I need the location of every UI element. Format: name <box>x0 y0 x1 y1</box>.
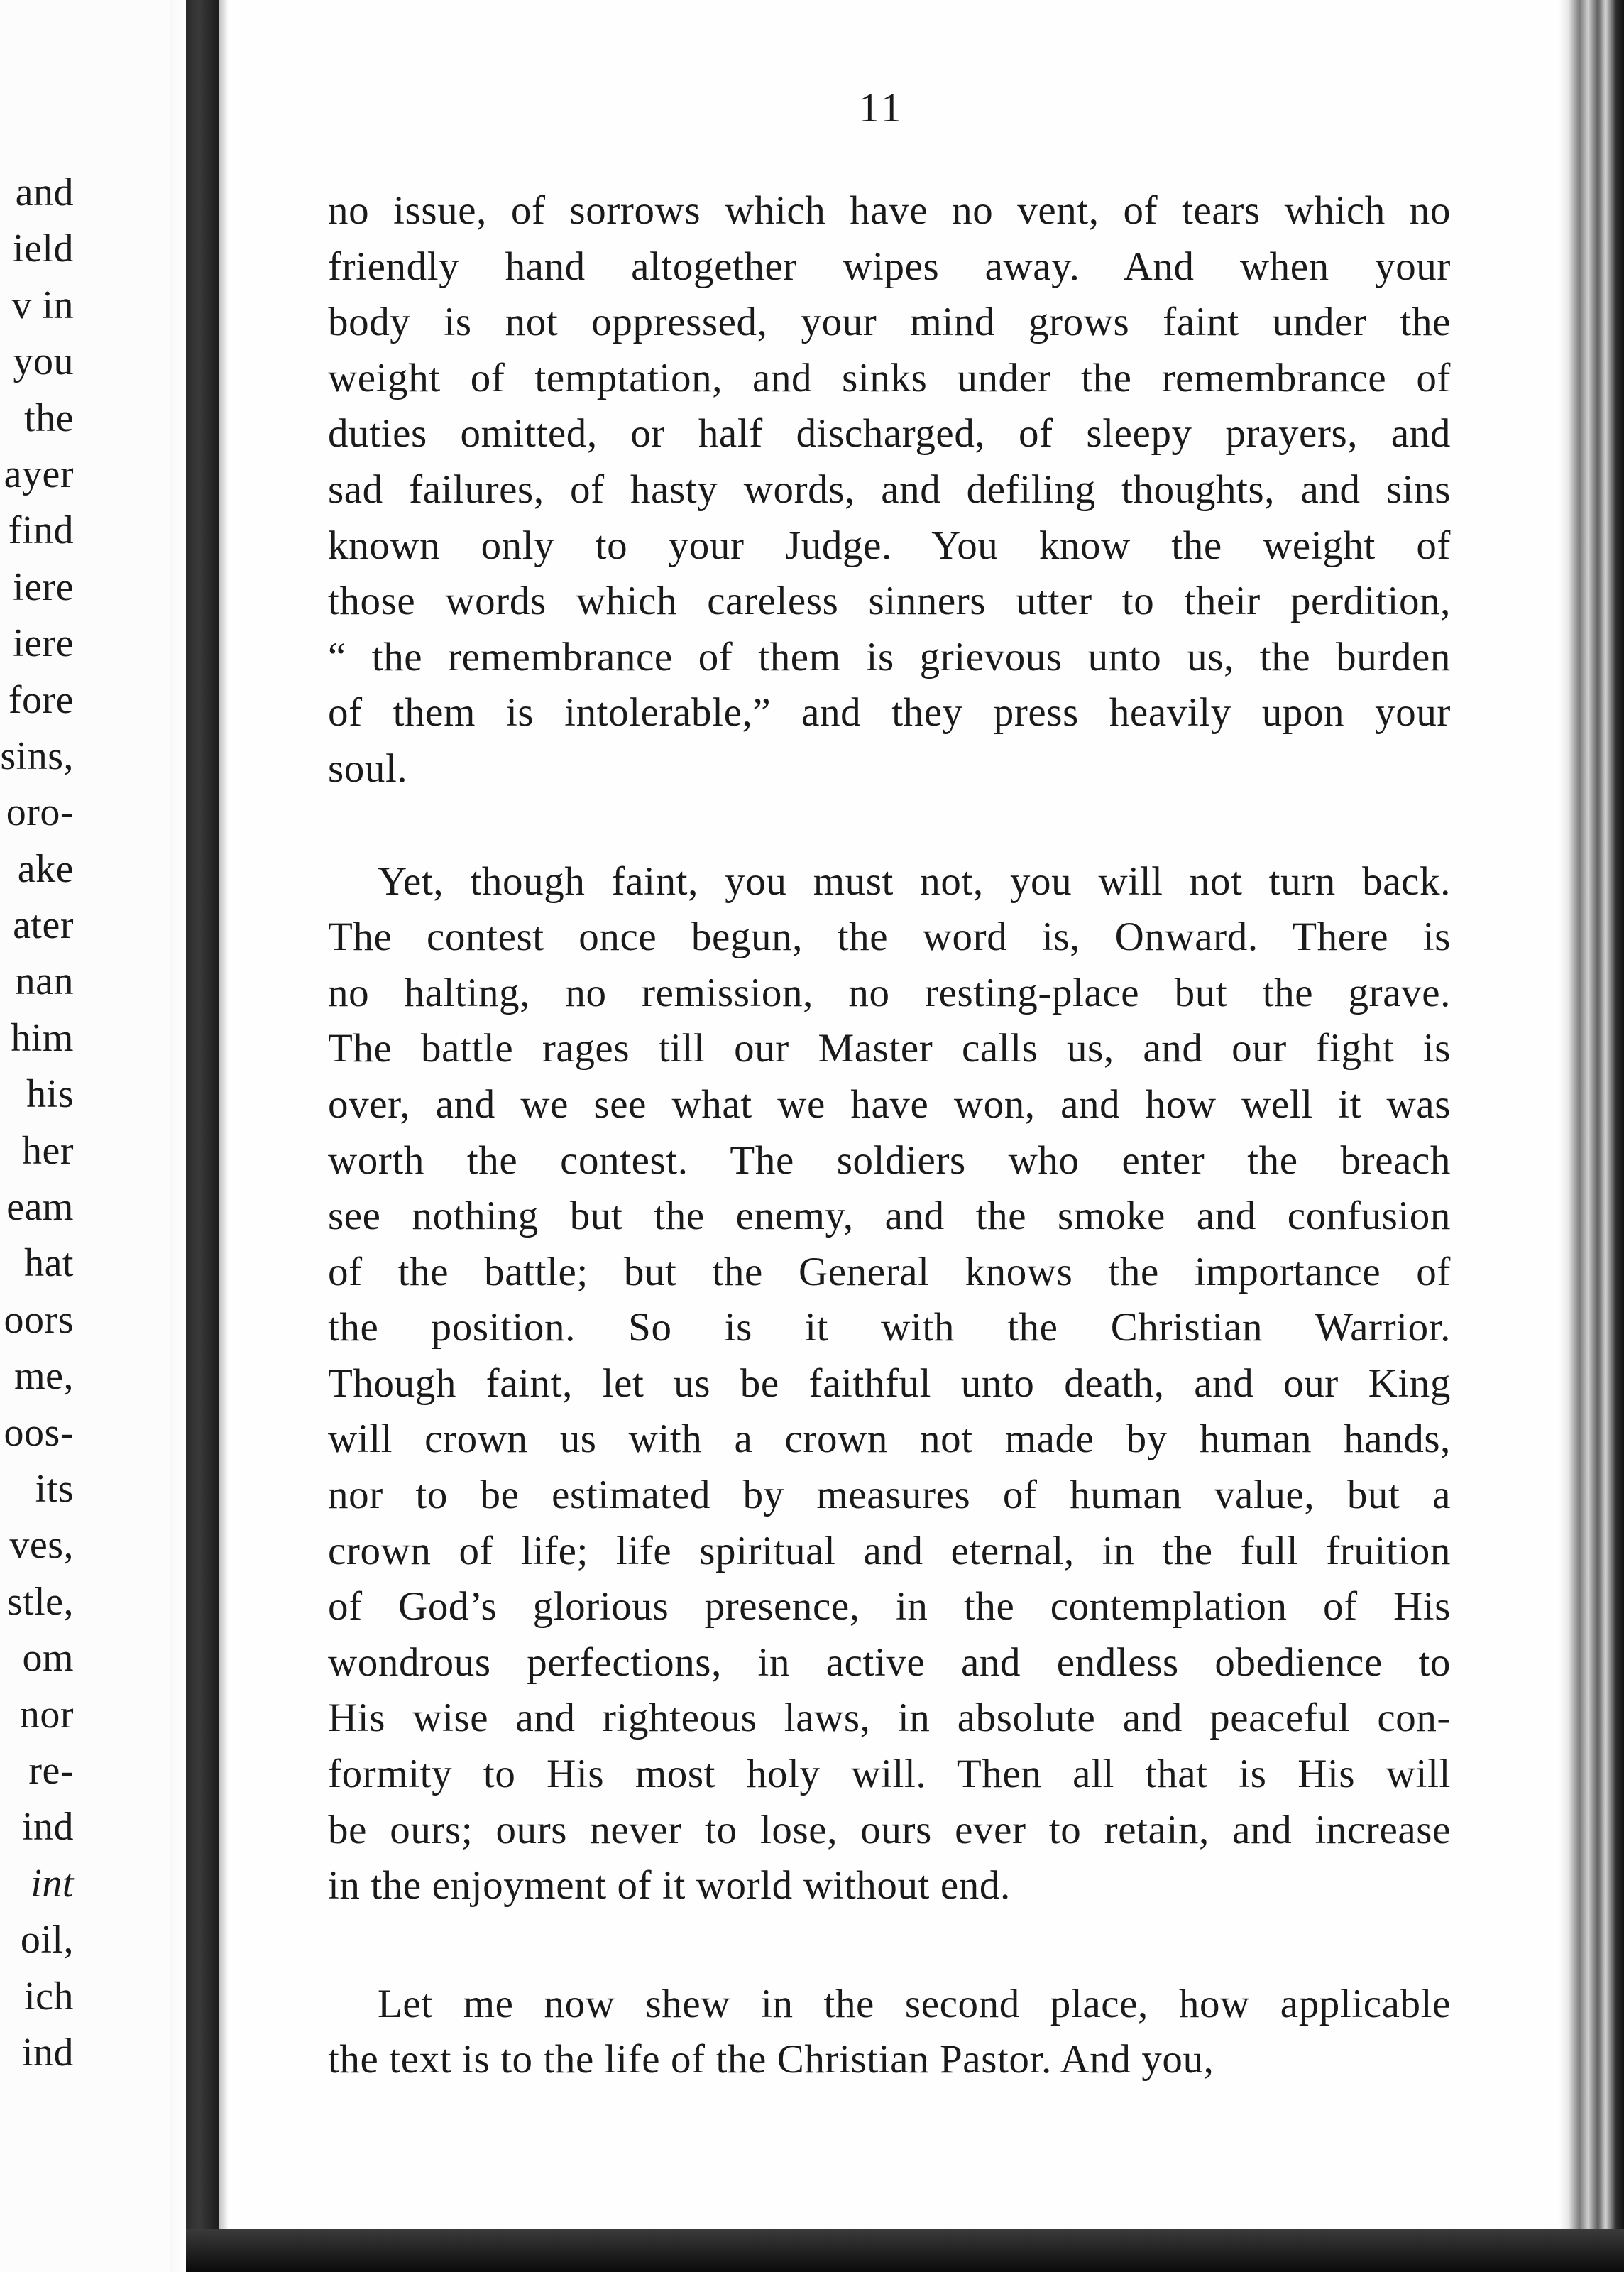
gutter-shadow <box>219 0 229 2229</box>
text-line: wondrous perfections, in active and endless obedience to <box>328 1639 1451 1685</box>
previous-page-line: and <box>15 170 74 214</box>
previous-page-line: ind <box>21 1805 74 1850</box>
previous-page-line: ich <box>24 1974 74 2019</box>
text-line: crown of life; life spiritual and eternal, in the full fruition <box>328 1528 1451 1573</box>
text-line: the text is to the life of the Christian Pastor. And you, <box>328 2037 1214 2082</box>
paragraph <box>328 854 1451 1914</box>
text-line: soul. <box>328 746 408 791</box>
previous-page-line: oos- <box>4 1410 74 1455</box>
text-line: “ the remembrance of them is grievous unto us, the burden <box>328 634 1451 679</box>
previous-page-line: iere <box>13 621 74 666</box>
previous-page-line: hat <box>24 1241 74 1286</box>
text-line: His wise and righteous laws, in absolute and peaceful con- <box>328 1695 1451 1741</box>
previous-page-fragment <box>0 0 186 2272</box>
previous-page-line: sins, <box>0 733 74 778</box>
text-line: Let me now shew in the second place, how applicable <box>378 1981 1451 2026</box>
text-line: no halting, no remission, no resting-place but the grave. <box>328 970 1451 1015</box>
text-line: those words which careless sinners utter to their perdition, <box>328 579 1451 624</box>
previous-page-line: its <box>35 1466 74 1511</box>
text-line: no issue, of sorrows which have no vent, of tears which no <box>328 188 1451 233</box>
previous-page-line: v in <box>11 283 74 327</box>
previous-page-line: ater <box>13 903 74 948</box>
previous-page-line: him <box>11 1015 74 1060</box>
previous-page-line-ends <box>0 165 74 2081</box>
page-number: 11 <box>859 84 904 131</box>
text-line: duties omitted, or half discharged, of sleepy prayers, and <box>328 411 1451 457</box>
paragraph <box>328 183 1451 797</box>
text-line: of the battle; but the General knows the importance of <box>328 1249 1451 1294</box>
text-line: see nothing but the enemy, and the smoke and confusion <box>328 1194 1451 1239</box>
text-line: the position. So is it with the Christian Warrior. <box>328 1305 1451 1350</box>
paragraph-gap <box>328 797 1451 854</box>
previous-page-line: ayer <box>4 452 74 496</box>
previous-page-line: ake <box>17 846 74 891</box>
text-line: formity to His most holy will. Then all that is His will <box>328 1752 1451 1797</box>
text-line: Though faint, let us be faithful unto death, and our King <box>328 1360 1451 1406</box>
previous-page-line: int <box>31 1861 74 1906</box>
text-line: of them is intolerable,” and they press heavily upon your <box>328 690 1451 736</box>
previous-page-line: oro- <box>6 790 74 835</box>
previous-page-line: fore <box>8 677 74 722</box>
previous-page-line: om <box>22 1636 74 1681</box>
previous-page-line: eam <box>6 1185 74 1230</box>
previous-page-line: the <box>24 395 74 440</box>
previous-page-line: me, <box>14 1354 74 1399</box>
text-line: worth the contest. The soldiers who enter the breach <box>328 1137 1451 1183</box>
text-line: of God’s glorious presence, in the contemplation of His <box>328 1584 1451 1629</box>
paragraph-gap <box>328 1914 1451 1977</box>
text-line: The contest once begun, the word is, Onward. There is <box>328 914 1451 960</box>
book-binding-gutter <box>186 0 219 2229</box>
text-line: in the enjoyment of it world without end. <box>328 1863 1011 1908</box>
previous-page-line: ves, <box>9 1523 74 1568</box>
book-bottom-edge <box>186 2229 1624 2272</box>
previous-page-line: stle, <box>6 1579 74 1624</box>
text-line: sad failures, of hasty words, and defiling thoughts, and sins <box>328 466 1451 512</box>
page-body-text <box>328 183 1451 2088</box>
previous-page-line: her <box>21 1128 74 1173</box>
previous-page-line: his <box>26 1072 74 1117</box>
previous-page-line: nan <box>15 959 74 1004</box>
text-line: over, and we see what we have won, and how well it was <box>328 1081 1451 1127</box>
text-line: known only to your Judge. You know the weight of <box>328 523 1451 568</box>
previous-page-line: re- <box>28 1748 74 1793</box>
text-line: The battle rages till our Master calls us, and our fight is <box>328 1026 1451 1071</box>
previous-page-line: find <box>8 508 74 553</box>
text-line: body is not oppressed, your mind grows faint under the <box>328 300 1451 345</box>
page-stack-edge <box>1559 0 1624 2272</box>
previous-page-line: ield <box>13 226 74 271</box>
text-line: weight of temptation, and sinks under the remembrance of <box>328 355 1451 400</box>
previous-page-edge <box>170 0 186 2272</box>
text-line: Yet, though faint, you must not, you will not turn back. <box>378 858 1451 904</box>
previous-page-line: nor <box>19 1692 74 1737</box>
previous-page-line: oors <box>4 1297 74 1342</box>
previous-page-line: iere <box>13 564 74 609</box>
previous-page-line: ind <box>21 2030 74 2075</box>
text-line: be ours; ours never to lose, ours ever to retain, and increase <box>328 1807 1451 1852</box>
text-line: will crown us with a crown not made by human hands, <box>328 1416 1451 1462</box>
paragraph <box>328 1977 1451 2088</box>
previous-page-line: oil, <box>20 1918 74 1962</box>
previous-page-line: you <box>13 339 74 384</box>
text-line: friendly hand altogether wipes away. And when your <box>328 244 1451 289</box>
text-line: nor to be estimated by measures of human value, but a <box>328 1473 1451 1518</box>
